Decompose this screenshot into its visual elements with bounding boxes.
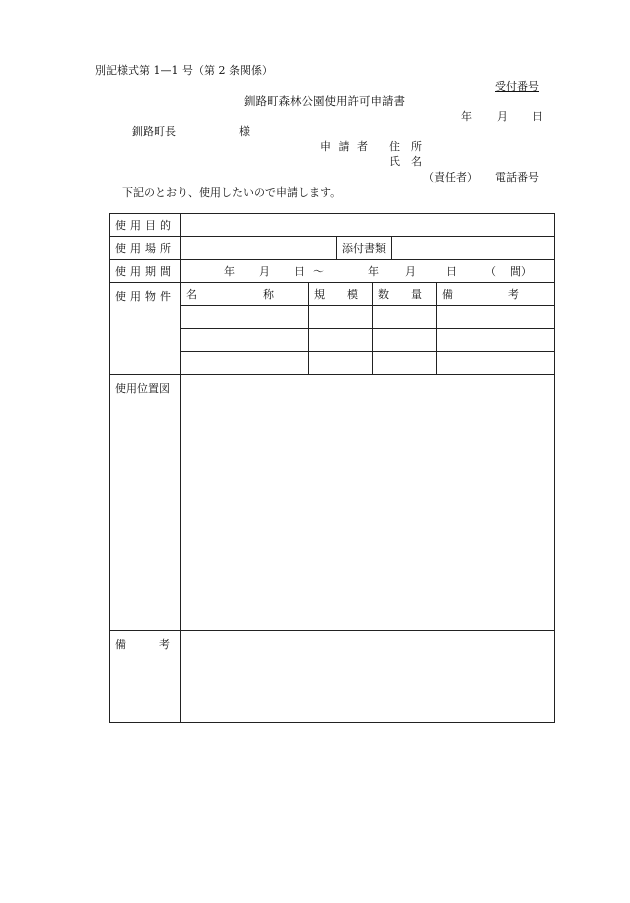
address-label: 住 所 [389,140,422,153]
date-month: 月 [497,110,508,123]
items-header-quantity: 数 量 [373,283,437,306]
place-field[interactable] [181,237,337,260]
purpose-label [110,214,181,237]
period-label-text: 使用期間 [115,265,175,278]
location-map-row [110,375,555,631]
remarks-area[interactable] [181,631,555,723]
purpose-label-text: 使用目的 [115,219,175,232]
period-duration-unit: 間） [510,265,532,278]
date-year: 年 [461,110,472,123]
items-header-remarks: 備 考 [437,283,555,306]
page-title: 釧路町森林公園使用許可申請書 [244,94,405,108]
applicant-label: 申 請 者 [320,140,368,153]
items-label [110,283,181,375]
period-day-start: 日 [294,265,305,278]
items-scale-cell[interactable] [309,329,373,352]
period-label [110,260,181,283]
period-tilde: ～ [313,265,324,278]
period-row [110,260,555,283]
phone-label: 電話番号 [495,171,539,184]
items-header-row [110,283,555,306]
period-month-start: 月 [259,265,270,278]
items-label-text: 使用物件 [115,290,175,303]
attachments-field[interactable] [392,237,555,260]
period-day-end: 日 [446,265,457,278]
items-quantity-cell[interactable] [373,306,437,329]
items-quantity-cell[interactable] [373,329,437,352]
period-field[interactable] [181,260,555,283]
place-row [110,237,555,260]
location-map-area[interactable] [181,375,555,631]
honorific: 様 [239,125,250,138]
period-year-start: 年 [224,265,235,278]
period-month-end: 月 [405,265,416,278]
addressee: 釧路町長 [132,125,176,138]
items-name-cell[interactable] [181,352,309,375]
form-number: 別記様式第 1—1 号（第 2 条関係） [95,64,273,77]
items-quantity-cell[interactable] [373,352,437,375]
period-year-end: 年 [368,265,379,278]
items-scale-cell[interactable] [309,352,373,375]
date-day: 日 [532,110,543,123]
items-remarks-cell[interactable] [437,329,555,352]
items-remarks-cell[interactable] [437,352,555,375]
application-form-table [109,213,555,723]
items-remarks-cell[interactable] [437,306,555,329]
items-name-cell[interactable] [181,329,309,352]
items-name-cell[interactable] [181,306,309,329]
statement: 下記のとおり、使用したいので申請します。 [122,186,342,199]
attachments-label: 添付書類 [337,237,392,260]
items-header-scale: 規 模 [309,283,373,306]
receipt-number-label: 受付番号 [495,80,539,93]
period-open-paren: （ [485,265,496,278]
purpose-row [110,214,555,237]
remarks-row [110,631,555,723]
name-label: 氏 名 [389,155,422,168]
place-label-text: 使用場所 [115,242,175,255]
responsible-label: （責任者） [423,171,478,184]
place-label [110,237,181,260]
purpose-field[interactable] [181,214,555,237]
items-header-name: 名 称 [181,283,309,306]
remarks-label: 備 考 [110,631,181,723]
items-scale-cell[interactable] [309,306,373,329]
location-map-label: 使用位置図 [110,375,181,631]
